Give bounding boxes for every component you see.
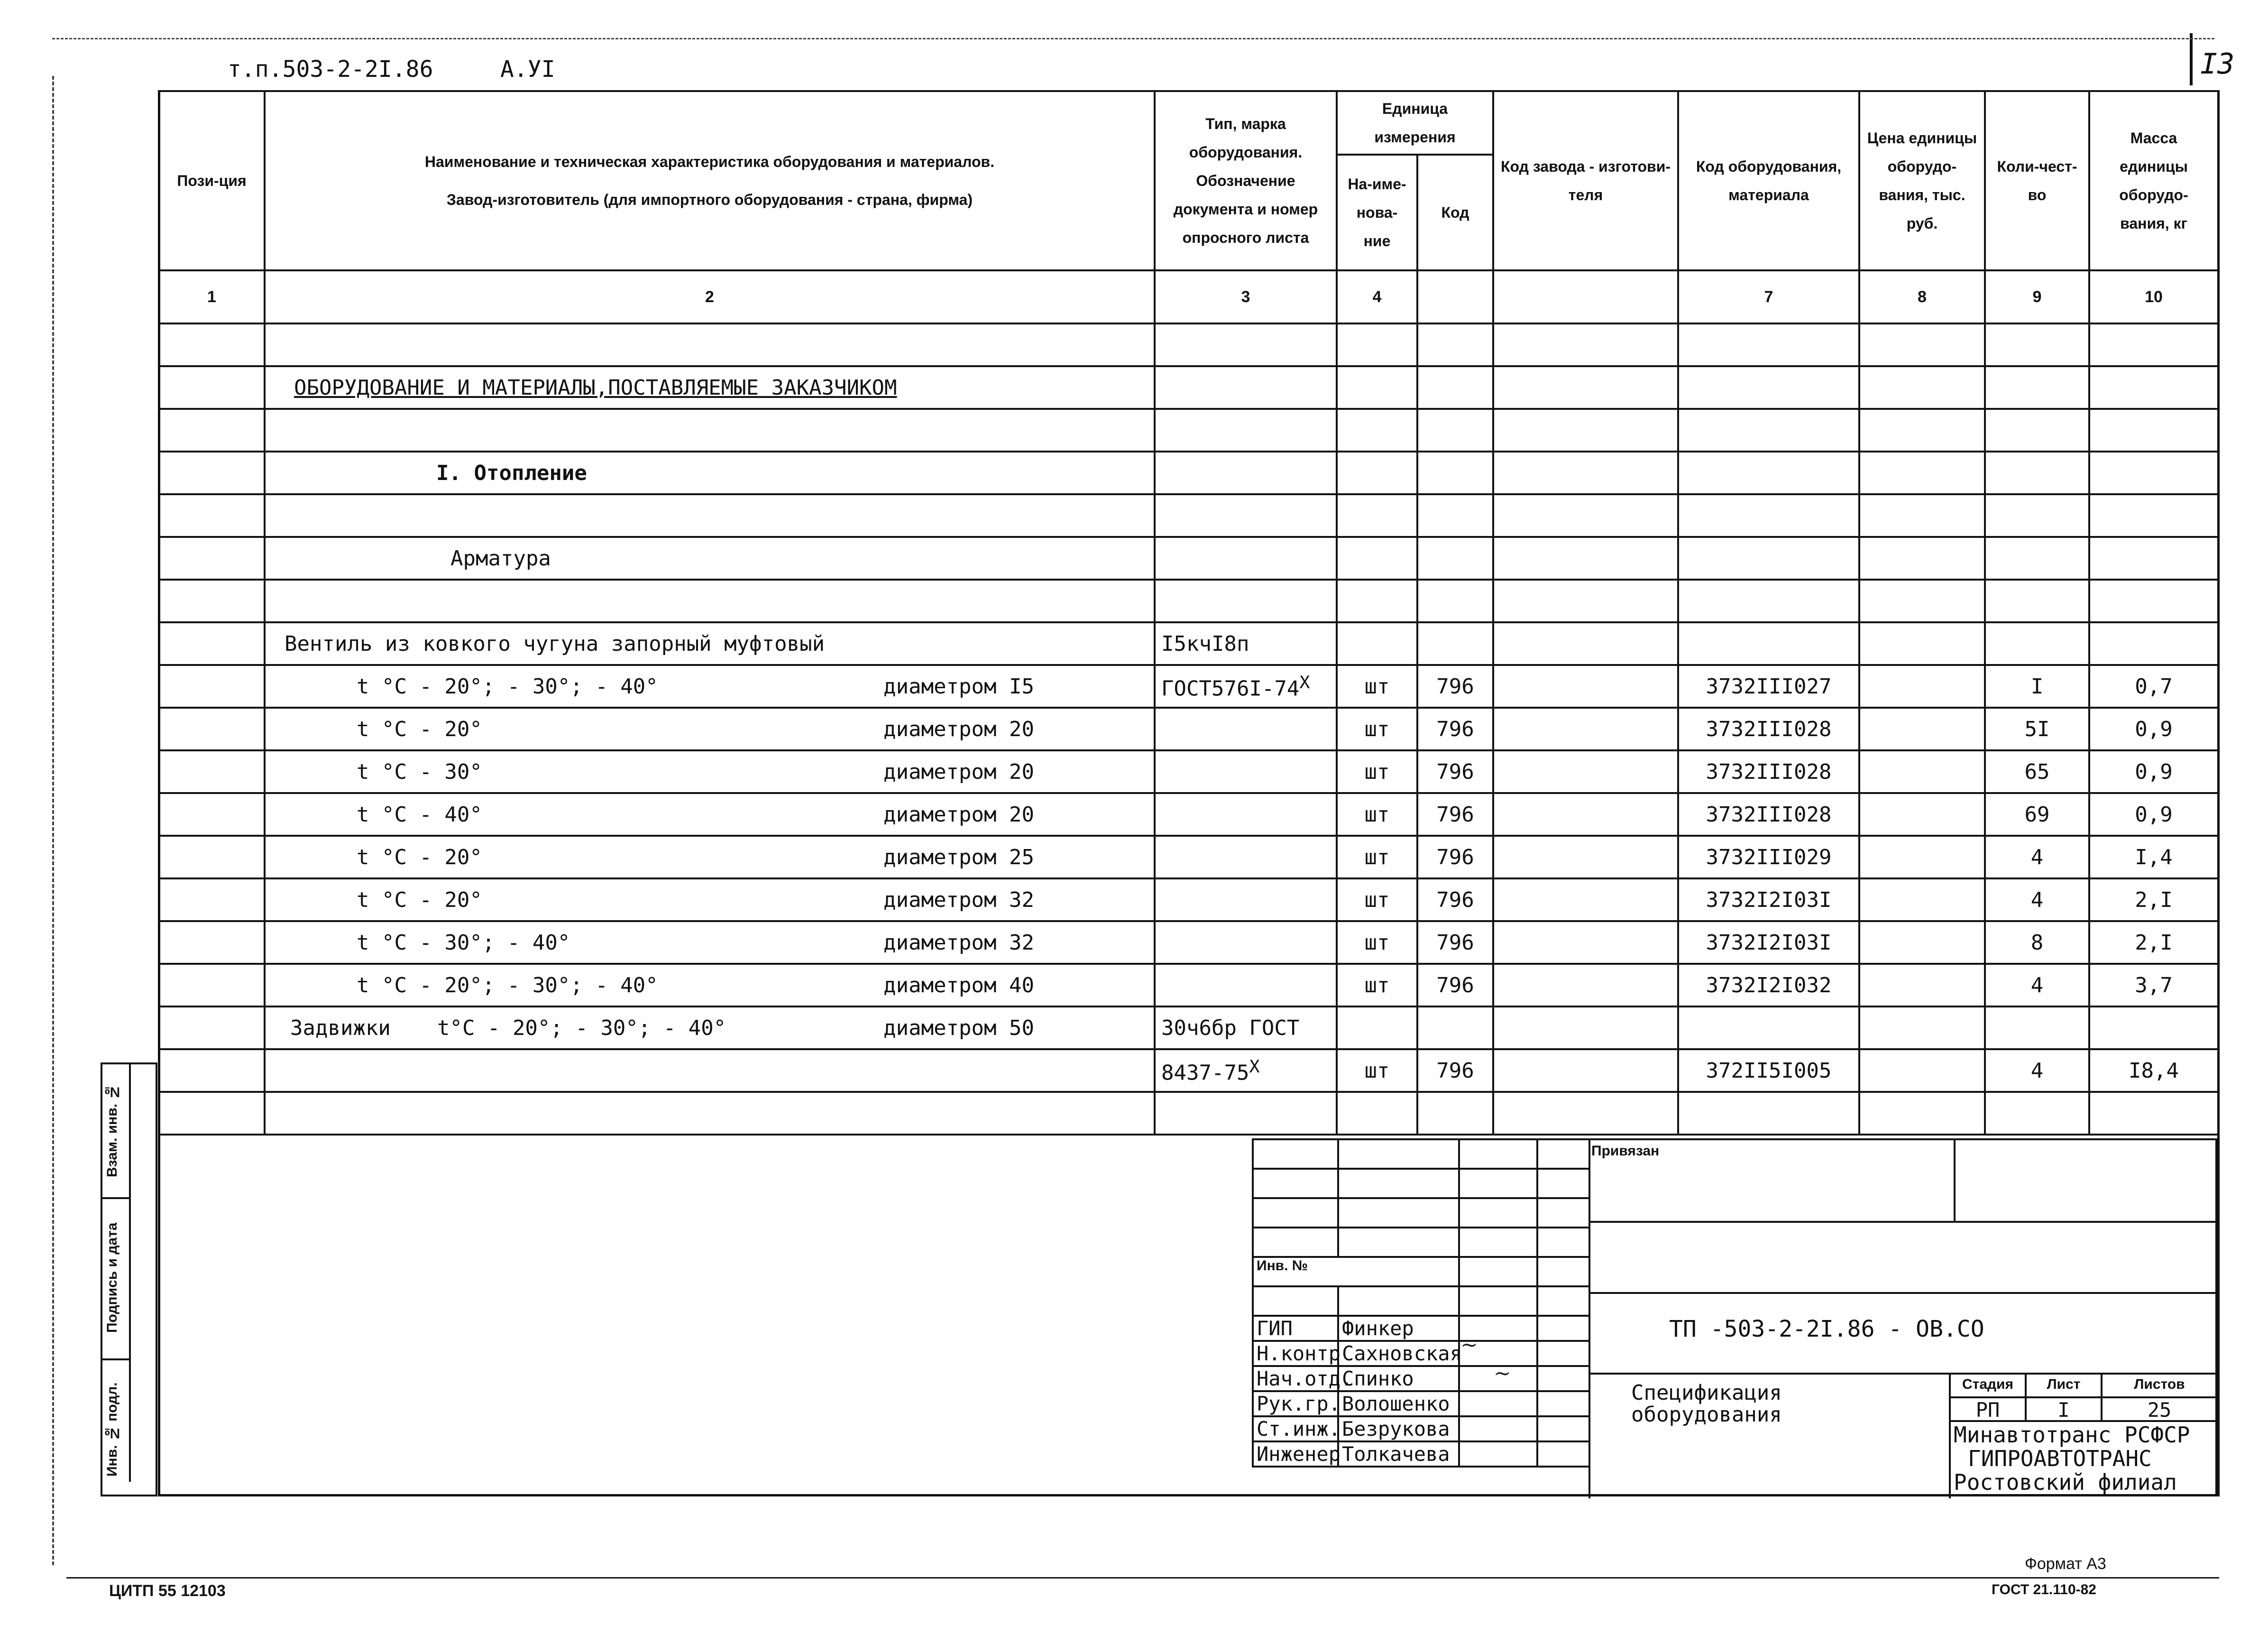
header-row-1 [159,91,2218,155]
price-cell [1859,793,1985,836]
col-header-name: Наименование и техническая характеристика оборудования и материалов. Завод-изготовитель (для импортного оборудования - страна, фирма) [265,91,1155,270]
side-label-inv: Инв. № подл. [104,1382,120,1477]
signatory-role: Нач.отд. [1253,1366,1338,1391]
section-title: ОБОРУДОВАНИЕ И МАТЕРИАЛЫ,ПОСТАВЛЯЕМЫЕ ЗАКАЗЧИКОМ [265,366,1155,409]
item-unit: шт [1337,921,1417,964]
item-code: 3732I2I03I [1678,878,1859,921]
item-unit: шт [1337,964,1417,1006]
gate-type-line1: 30ч6бр ГОСТ [1155,1006,1337,1049]
stage-header: Стадия [1962,1376,2014,1392]
item-qty: 4 [1985,964,2089,1006]
col-header-unit-name: На-име-нова-ние [1337,155,1417,270]
organization: Минавтотранс РСФСР ГИПРОАВТОТРАНС Ростовский филиал [1954,1422,2190,1495]
side-label-sign: Подпись и дата [104,1222,120,1333]
date-cell [1537,1316,1589,1341]
col-number: 1 [159,270,265,323]
item-mass: 0,9 [2089,708,2218,750]
price-cell [1859,665,1985,708]
signatory-row [1253,1316,1589,1341]
pos-cell [159,921,265,964]
item-type [1155,878,1337,921]
item-code: 3732I2I03I [1678,921,1859,964]
col-number [1493,270,1678,323]
table-row [159,1092,2218,1135]
signatory-row [1253,1366,1589,1391]
col-header-unit-code: Код [1417,155,1493,270]
sheets-value: 25 [2147,1398,2172,1422]
footer-line [66,1577,2219,1579]
signatory-name: Безрукова [1338,1416,1459,1441]
item-description: t °C - 20°; - 30°; - 40° диаметром I5 [265,665,1155,708]
table-row [159,708,2218,750]
table-row [159,366,2218,409]
table-row [159,793,2218,836]
factory-cell [1493,708,1678,750]
item-code: 3732III029 [1678,836,1859,878]
price-cell [1859,878,1985,921]
col-header-unit: Единица измерения [1337,91,1493,155]
pos-cell [159,793,265,836]
item-mass: 0,9 [2089,793,2218,836]
signatory-name: Спинко [1338,1366,1459,1391]
factory-cell [1493,665,1678,708]
valve-title: Вентиль из ковкого чугуна запорный муфтовый [265,622,1155,665]
col-header-factory: Код завода - изготови-теля [1493,91,1678,270]
pos-cell [159,708,265,750]
item-code: 3732III027 [1678,665,1859,708]
item-mass: 0,7 [2089,665,2218,708]
document-title: Спецификация оборудования [1631,1381,1782,1427]
side-stamp [101,1062,157,1496]
date-cell [1537,1391,1589,1416]
factory-cell [1493,750,1678,793]
item-unit-code: 796 [1417,793,1493,836]
item-unit: шт [1337,793,1417,836]
signature-2: ~ [1494,1361,1511,1385]
signatory-role: Рук.гр. [1253,1391,1338,1416]
item-qty: 8 [1985,921,2089,964]
price-cell [1859,921,1985,964]
item-type [1155,708,1337,750]
factory-cell [1493,878,1678,921]
pos-cell [159,964,265,1006]
signatory-role: Н.контр [1253,1341,1338,1366]
price-cell [1859,750,1985,793]
signatory-name: Сахновская [1338,1341,1459,1366]
item-description: t °C - 40° диаметром 20 [265,793,1155,836]
album-label: А.УI [500,56,555,83]
item-code: 3732III028 [1678,793,1859,836]
frame-right-border [2217,90,2220,1496]
item-unit: шт [1337,750,1417,793]
table-row [159,921,2218,964]
date-cell [1537,1416,1589,1441]
table-row [159,1006,2218,1049]
gate-unit: шт [1337,1049,1417,1092]
item-mass: I,4 [2089,836,2218,878]
col-header-equip-code: Код оборудования, материала [1678,91,1859,270]
footer-left-code: ЦИТП 55 12103 [109,1582,226,1600]
document-designation: ТП -503-2-2I.86 - ОВ.СО [1669,1316,1984,1342]
format-label: Формат А3 [2025,1555,2106,1573]
item-type [1155,750,1337,793]
date-cell [1537,1366,1589,1391]
signatory-row [1253,1416,1589,1441]
col-number: 2 [265,270,1155,323]
signature-cell [1459,1391,1537,1416]
valve-type: I5кчI8п [1155,622,1337,665]
item-unit-code: 796 [1417,665,1493,708]
item-qty: I [1985,665,2089,708]
col-header-price: Цена единицы оборудо-вания, тыс. руб. [1859,91,1985,270]
stage-value: РП [1975,1398,2000,1422]
corner-divider [2190,33,2193,85]
item-type: $ГОСТ576I-74^X$ [1155,665,1337,708]
col-number: 4 [1337,270,1417,323]
item-type [1155,964,1337,1006]
item-unit: шт [1337,836,1417,878]
side-label-vz: Взам. инв. № [104,1084,120,1178]
inv-no-label: Инв. № [1253,1257,1459,1286]
privyazan-label: Привязан [1591,1143,1660,1159]
item-code: 3732I2I032 [1678,964,1859,1006]
pos-cell [159,836,265,878]
table-row [159,622,2218,665]
col-header-type: Тип, марка оборудования. Обозначение документа и номер опросного листа [1155,91,1337,270]
signatory-row [1253,1341,1589,1366]
frame-left-border [158,90,160,1494]
price-cell [1859,708,1985,750]
item-unit: шт [1337,708,1417,750]
price-cell [1859,836,1985,878]
item-mass: 2,I [2089,921,2218,964]
title-block [1252,1138,2217,1496]
table-row [159,1049,2218,1092]
signatory-row [1253,1441,1589,1467]
signatory-role: Ст.инж. [1253,1416,1338,1441]
item-type [1155,836,1337,878]
subsection-heating: I. Отопление [265,452,1155,494]
col-number: 8 [1859,270,1985,323]
gate-valve-row: Задвижки t°C - 20°; - 30°; - 40° диаметром 50 [265,1006,1155,1049]
signatory-name: Финкер [1338,1316,1459,1341]
item-qty: 5I [1985,708,2089,750]
col-header-mass: Масса единицы оборудо-вания, кг [2089,91,2218,270]
table-row [159,665,2218,708]
pos-cell [159,750,265,793]
item-qty: 69 [1985,793,2089,836]
col-header-qty: Коли-чест-во [1985,91,2089,270]
col-number: 7 [1678,270,1859,323]
price-cell [1859,964,1985,1006]
table-row [159,452,2218,494]
factory-cell [1493,964,1678,1006]
table-row [159,836,2218,878]
item-unit-code: 796 [1417,836,1493,878]
table-row [159,878,2218,921]
item-description: t °C - 20° диаметром 20 [265,708,1155,750]
sheet-value: I [2057,1398,2070,1422]
signatory-name: Толкачева [1338,1441,1459,1467]
gate-qty: 4 [1985,1049,2089,1092]
item-mass: 3,7 [2089,964,2218,1006]
item-description: t °C - 30° диаметром 20 [265,750,1155,793]
col-header-pos: Пози-ция [159,91,265,270]
item-unit-code: 796 [1417,708,1493,750]
signatory-name: Волошенко [1338,1391,1459,1416]
signature-1: ~ [1460,1333,1478,1357]
gate-type-line2: $8437-75^X$ [1155,1049,1337,1092]
item-description: t °C - 20° диаметром 25 [265,836,1155,878]
column-numbers-row [159,270,2218,323]
item-code: 3732III028 [1678,708,1859,750]
subsection-fittings: Арматура [265,537,1155,580]
item-unit: шт [1337,665,1417,708]
table-row [159,323,2218,366]
col-number: 10 [2089,270,2218,323]
sheets-header: Листов [2134,1376,2185,1392]
date-cell [1537,1441,1589,1467]
table-row [159,494,2218,537]
item-description: t °C - 20°; - 30°; - 40° диаметром 40 [265,964,1155,1006]
pos-cell [159,665,265,708]
signature-cell [1459,1441,1537,1467]
factory-cell [1493,921,1678,964]
pos-cell [159,878,265,921]
gate-unit-code: 796 [1417,1049,1493,1092]
item-unit: шт [1337,878,1417,921]
gate-mass: I8,4 [2089,1049,2218,1092]
item-mass: 2,I [2089,878,2218,921]
signatory-role: Инженер [1253,1441,1338,1467]
item-unit-code: 796 [1417,921,1493,964]
factory-cell [1493,836,1678,878]
corner-number: I3 [2200,47,2235,81]
col-number [1417,270,1493,323]
specification-table [158,90,2219,1136]
col-number: 3 [1155,270,1337,323]
date-cell [1537,1341,1589,1366]
item-type [1155,921,1337,964]
factory-cell [1493,793,1678,836]
table-row [159,580,2218,622]
item-code: 3732III028 [1678,750,1859,793]
item-qty: 65 [1985,750,2089,793]
footer-right-code: ГОСТ 21.110-82 [1992,1582,2096,1597]
item-qty: 4 [1985,836,2089,878]
table-row [159,537,2218,580]
outer-top-line [52,38,2214,39]
table-row [159,964,2218,1006]
item-description: t °C - 30°; - 40° диаметром 32 [265,921,1155,964]
table-row [159,409,2218,452]
item-mass: 0,9 [2089,750,2218,793]
signature-cell [1459,1416,1537,1441]
doc-reference: т.п.503-2-2I.86 [228,56,433,83]
item-description: t °C - 20° диаметром 32 [265,878,1155,921]
gate-code: 372II5I005 [1678,1049,1859,1092]
sheet-header: Лист [2047,1376,2081,1392]
item-unit-code: 796 [1417,964,1493,1006]
outer-margin-line [52,76,54,1565]
item-unit-code: 796 [1417,878,1493,921]
signatory-row [1253,1391,1589,1416]
item-unit-code: 796 [1417,750,1493,793]
table-row [159,750,2218,793]
col-number: 9 [1985,270,2089,323]
item-type [1155,793,1337,836]
signatory-role: ГИП [1253,1316,1338,1341]
item-qty: 4 [1985,878,2089,921]
